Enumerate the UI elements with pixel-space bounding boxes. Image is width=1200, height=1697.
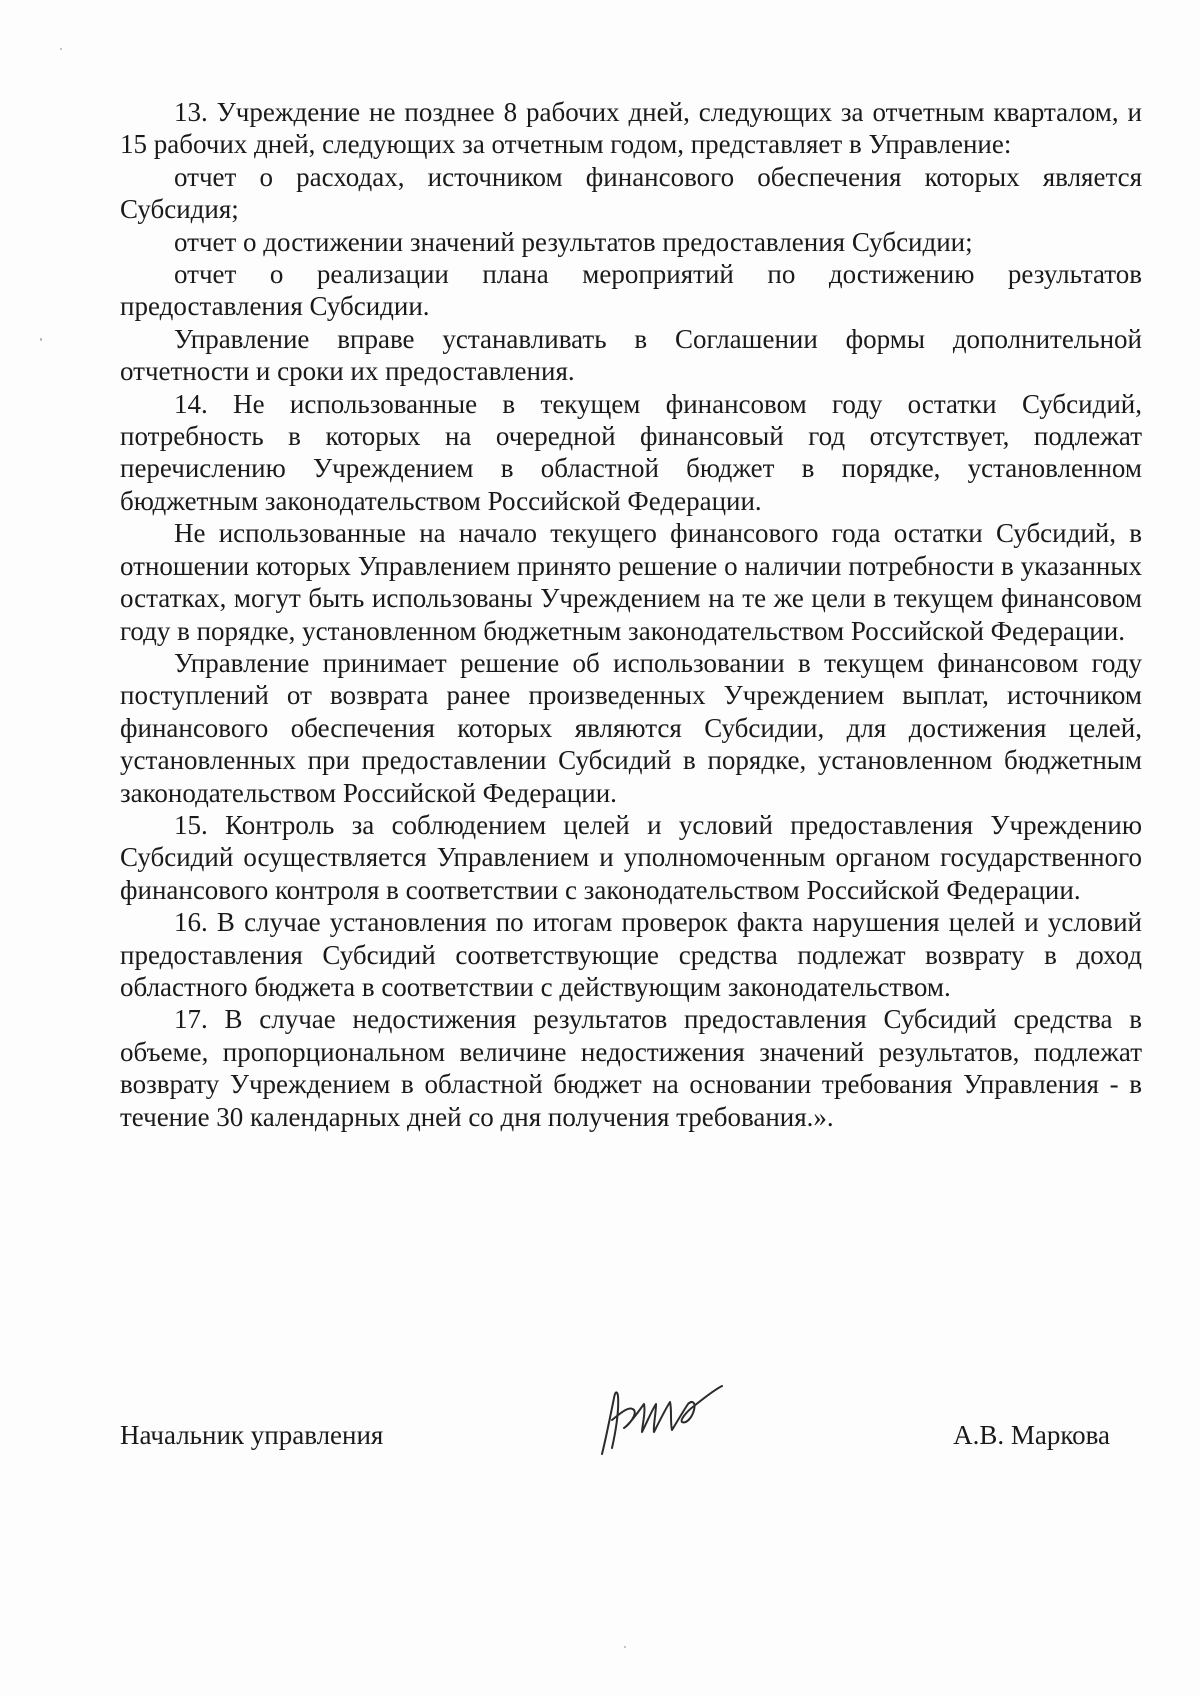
paragraph-report-expenses: отчет о расходах, источником финансового обеспечения которых является Субсидия; — [120, 161, 1142, 225]
paragraph-additional-reporting: Управление вправе устанавливать в Соглашении формы дополнительной отчетности и сроки их предоставления. — [120, 323, 1142, 387]
paragraph-15: 15. Контроль за соблюдением целей и условий предоставления Учреждению Субсидий осуществляется Управлением и уполномоченным органом государственного финансового контроля в соответствии с законодательством Российской Федерации. — [120, 809, 1142, 905]
paragraph-unused-balances: Не использованные на начало текущего финансового года остатки Субсидий, в отношении которых Управлением принято решение о наличии потребности в указанных остатках, могут быть использованы Учреждением на те же цели в текущем финансовом году в порядке, установленном бюджетным законодательством Российской Федерации. — [120, 518, 1142, 646]
paragraph-14: 14. Не использованные в текущем финансовом году остатки Субсидий, потребность в которых на очередной финансовый год отсутствует, подлежат перечислению Учреждением в областной бюджет в порядке, установленном бюджетным законодательством Российской Федерации. — [120, 388, 1142, 516]
document-body — [120, 96, 1142, 1133]
paragraph-17: 17. В случае недостижения результатов предоставления Субсидий средства в объеме, пропорциональном величине недостижения значений результатов, подлежат возврату Учреждением в областной бюджет на основании требования Управления - в течение 30 календарных дней со дня получения требования.». — [120, 1004, 1142, 1132]
paragraph-13: 13. Учреждение не позднее 8 рабочих дней, следующих за отчетным кварталом, и 15 рабочих дней, следующих за отчетным годом, представляет в Управление: — [120, 97, 1142, 160]
paragraph-report-results: отчет о достижении значений результатов предоставления Субсидии; — [174, 226, 973, 257]
signatory-position: Начальник управления — [120, 1420, 384, 1450]
signature-block — [120, 1420, 1110, 1460]
signatory-name: А.В. Маркова — [953, 1420, 1110, 1450]
paragraph-refund-usage: Управление принимает решение об использовании в текущем финансовом году поступлений от возврата ранее произведенных Учреждением выплат, источником финансового обеспечения которых являются Субсидии, для достижения целей, установленных при предоставлении Субсидий в порядке, установленном бюджетным законодательством Российской Федерации. — [120, 647, 1142, 808]
paragraph-report-plan: отчет о реализации плана мероприятий по достижению результатов предоставления Субсидии. — [120, 259, 1142, 322]
scan-speck — [40, 338, 42, 341]
paragraph-16: 16. В случае установления по итогам проверок факта нарушения целей и условий предоставления Субсидий соответствующие средства подлежат возврату в доход областного бюджета в соответствии с действующим законодательством. — [120, 907, 1142, 1002]
scan-speck — [624, 1646, 626, 1648]
scan-speck — [60, 48, 62, 50]
